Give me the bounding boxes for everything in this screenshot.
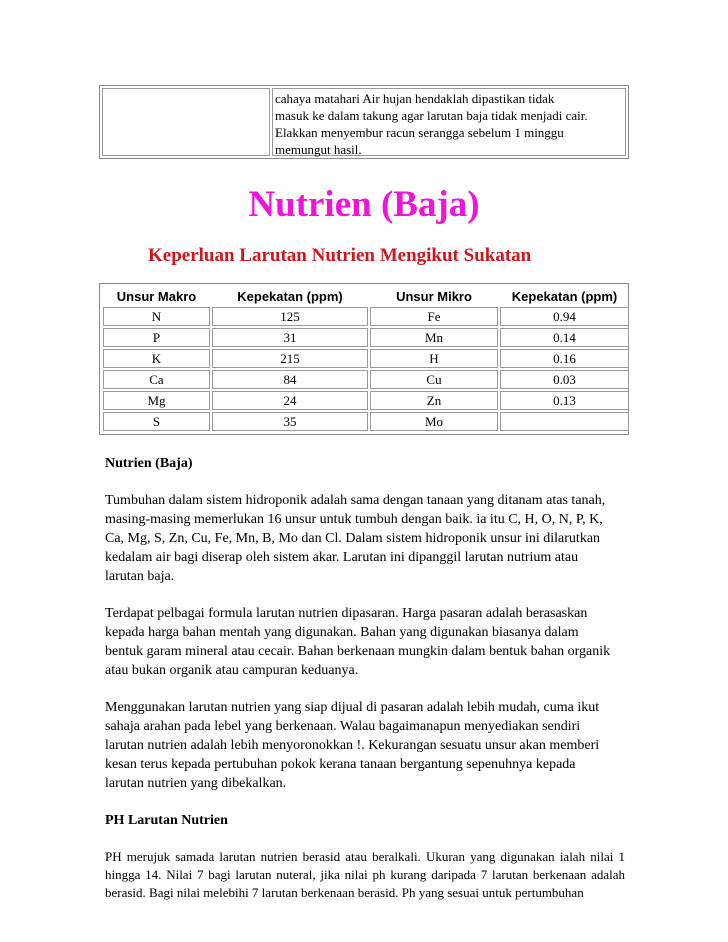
macro-element: P: [103, 328, 210, 347]
table-row: [103, 412, 629, 431]
instruction-line: cahaya matahari Air hujan hendaklah dipastikan tidak: [275, 91, 555, 106]
table-header-row: [103, 287, 629, 305]
macro-element: S: [103, 412, 210, 431]
macro-ppm: 215: [212, 349, 368, 368]
table-row: [103, 391, 629, 410]
header-micro: Unsur Mikro: [396, 288, 472, 304]
micro-element: Fe: [370, 307, 498, 326]
micro-ppm: 0.03: [500, 370, 629, 389]
macro-element: Ca: [103, 370, 210, 389]
table-row: [103, 307, 629, 326]
macro-ppm: 84: [212, 370, 368, 389]
micro-element: Zn: [370, 391, 498, 410]
header-micro-ppm: Kepekatan (ppm): [511, 288, 618, 304]
text-line: sahaja arahan pada lebel yang berkenaan. Walau bagaimanapun menyediakan sendiri: [105, 719, 581, 734]
section-heading: Nutrien (Baja): [105, 456, 193, 471]
empty-cell: [102, 88, 270, 156]
macro-ppm: 31: [212, 328, 368, 347]
instruction-line: memungut hasil.: [275, 142, 362, 157]
paragraph: [105, 698, 625, 793]
micro-element: H: [370, 349, 498, 368]
instruction-line: masuk ke dalam takung agar larutan baja tidak menjadi cair.: [275, 108, 588, 123]
paragraph: [105, 491, 625, 586]
macro-element: N: [103, 307, 210, 326]
text-line: larutan nutrien yang dibekalkan.: [105, 776, 287, 791]
text-line: masing-masing memerlukan 16 unsur untuk tumbuh dengan baik. ia itu C, H, O, N, P, K,: [105, 512, 603, 527]
text-line: bentuk garam mineral atau cecair. Bahan berkenaan mungkin dalam bentuk bahan organik: [105, 644, 611, 659]
continuation-table: [99, 85, 629, 159]
header-macro: Unsur Makro: [116, 288, 197, 304]
text-line: kesan terus kepada pertubuhan pokok kerana tanaan bergantung sepenuhnya kepada: [105, 757, 576, 772]
paragraph: PH merujuk samada larutan nutrien berasid atau beralkali. Ukuran yang digunakan ialah nilai 1 hingga 14. Nilai 7 bagi larutan nuteral, jika nilai ph kurang daripada 7 larutan berkenaan adalah berasid. Bagi nilai melebihi 7 larutan berkenaan berasid. Ph yang sesuai untuk pertumbuhan: [105, 849, 625, 900]
micro-ppm: 0.16: [500, 349, 629, 368]
text-line: atau bukan organik atau campuran keduanya.: [105, 663, 359, 678]
text-line: Menggunakan larutan nutrien yang siap dijual di pasaran adalah lebih mudah, cuma ikut: [105, 700, 600, 715]
section-heading: PH Larutan Nutrien: [105, 813, 228, 828]
micro-element: Mn: [370, 328, 498, 347]
micro-ppm: 0.94: [500, 307, 629, 326]
text-line: Ca, Mg, S, Zn, Cu, Fe, Mn, B, Mo dan Cl. Dalam sistem hidroponik unsur ini dilarutkan: [105, 531, 601, 546]
table-row: [103, 328, 629, 347]
text-line: larutan nutrien adalah lebih menyoronokkan !. Kekurangan sesuatu unsur akan memberi: [105, 738, 600, 753]
macro-ppm: 35: [212, 412, 368, 431]
instruction-line: Elakkan menyembur racun serangga sebelum 1 minggu: [275, 125, 564, 140]
text-line: kedalam air bagi diserap oleh sistem akar. Larutan ini dipanggil larutan nutrium atau: [105, 550, 579, 565]
macro-element: K: [103, 349, 210, 368]
page-subtitle: Keperluan Larutan Nutrien Mengikut Sukatan: [148, 245, 532, 266]
table-row: [103, 370, 629, 389]
micro-ppm: 0.14: [500, 328, 629, 347]
table-row: [103, 349, 629, 368]
micro-ppm: 0.13: [500, 391, 629, 410]
text-line: Tumbuhan dalam sistem hidroponik adalah sama dengan tanaan yang ditanam atas tanah,: [105, 493, 606, 508]
page-title: Nutrien (Baja): [248, 184, 480, 225]
macro-ppm: 125: [212, 307, 368, 326]
text-line: kepada harga bahan mentah yang digunakan. Bahan yang digunakan biasanya dalam: [105, 625, 579, 640]
micro-element: Mo: [370, 412, 498, 431]
macro-ppm: 24: [212, 391, 368, 410]
paragraph: [105, 604, 625, 680]
article-body: [105, 454, 625, 920]
micro-element: Cu: [370, 370, 498, 389]
text-line: larutan baja.: [105, 569, 175, 584]
micro-ppm: [500, 412, 629, 431]
macro-element: Mg: [103, 391, 210, 410]
nutrient-table: [99, 283, 629, 435]
text-line: Terdapat pelbagai formula larutan nutrien dipasaran. Harga pasaran adalah berasaskan: [105, 606, 588, 621]
instructions-cell: [272, 88, 626, 156]
header-macro-ppm: Kepekatan (ppm): [237, 288, 343, 304]
